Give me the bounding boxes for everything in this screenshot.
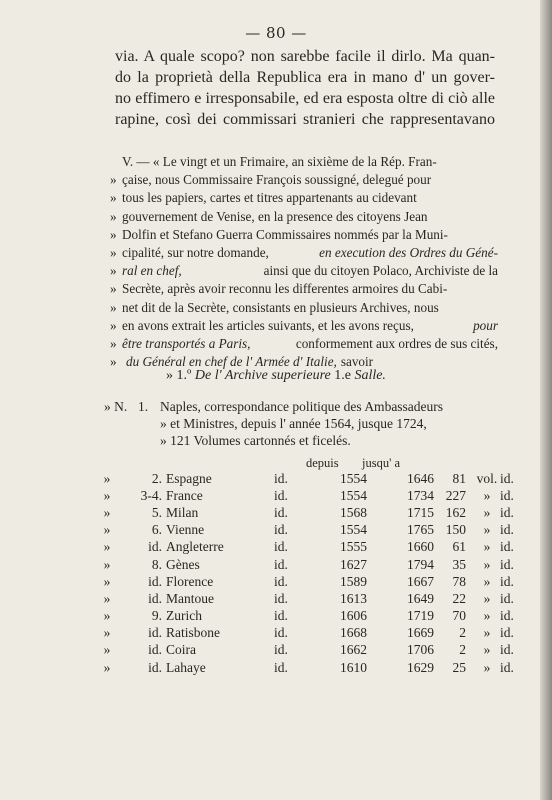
cell-from: 1568 xyxy=(340,504,367,520)
document-text: Dolfin et Stefano Guerra Commissaires nommés par la Muni- xyxy=(122,226,448,242)
cell-vl: » xyxy=(483,556,491,572)
document-line xyxy=(110,299,498,317)
cell-vl: » xyxy=(483,539,491,555)
cell-num: 9. xyxy=(151,608,162,624)
quote-mark: » xyxy=(110,208,117,224)
document-text: Secrète, après avoir reconnu les differentes armoires du Cabi- xyxy=(122,281,448,297)
cell-vols: 25 xyxy=(452,659,466,675)
document-line xyxy=(110,317,498,335)
paragraph-line: do la proprietà della Republica era in mano d' un gover- xyxy=(115,69,495,86)
cell-vols: 162 xyxy=(445,504,466,520)
cell-name: Zurich xyxy=(166,608,202,624)
table-row xyxy=(96,590,528,607)
cell-name: Lahaye xyxy=(166,659,206,675)
cell-id: id. xyxy=(274,539,288,555)
cell-vl: » xyxy=(483,608,491,624)
french-document-quote xyxy=(110,153,498,371)
archive-heading xyxy=(0,368,552,384)
cell-num: 8. xyxy=(151,556,162,572)
cell-vols: 61 xyxy=(452,539,466,555)
quote-mark: » xyxy=(110,190,117,206)
quote-mark: » xyxy=(110,172,117,188)
cell-id: id. xyxy=(274,556,288,572)
quote-mark: » xyxy=(110,317,117,333)
cell-q: » xyxy=(103,522,111,538)
document-line xyxy=(110,171,498,189)
table-row xyxy=(96,556,528,573)
table-row xyxy=(96,522,528,539)
cell-id2: id. xyxy=(500,504,514,520)
cell-from: 1554 xyxy=(340,470,367,486)
document-text: en avons extrait les articles suivants, et les avons reçus, xyxy=(122,317,414,333)
cell-num: id. xyxy=(148,573,162,589)
quote-mark: » xyxy=(110,245,117,261)
cell-num: id. xyxy=(148,590,162,606)
cell-to: 1794 xyxy=(407,556,434,572)
cell-q: » xyxy=(103,590,111,606)
cell-vl: » xyxy=(483,590,491,606)
paragraph-line: via. A quale scopo? non sarebbe facile il dirlo. Ma quan- xyxy=(115,48,495,65)
cell-vols: 227 xyxy=(445,487,466,503)
quote-mark: » xyxy=(110,336,117,352)
document-text: conformement aux ordres de sus cités, xyxy=(295,336,498,352)
archive-table xyxy=(96,470,528,676)
cell-vols: 2 xyxy=(459,642,466,658)
cell-id: id. xyxy=(274,573,288,589)
entry-quote: » N. xyxy=(104,399,128,414)
cell-id2: id. xyxy=(500,608,514,624)
cell-num: 2. xyxy=(151,470,162,486)
cell-from: 1668 xyxy=(340,625,367,641)
cell-vl: vol. xyxy=(476,470,498,486)
table-row xyxy=(96,470,528,487)
cell-num: 5. xyxy=(151,504,162,520)
document-text: savoir xyxy=(340,354,374,370)
document-line xyxy=(110,244,498,262)
cell-to: 1646 xyxy=(407,470,434,486)
cell-num: id. xyxy=(148,539,162,555)
cell-id2: id. xyxy=(500,522,514,538)
cell-name: Angleterre xyxy=(166,539,224,555)
document-line xyxy=(110,226,498,244)
table-row xyxy=(96,487,528,504)
cell-from: 1555 xyxy=(340,539,367,555)
cell-vl: » xyxy=(483,487,491,503)
cell-name: France xyxy=(166,487,203,503)
cell-vl: » xyxy=(483,659,491,675)
cell-from: 1554 xyxy=(340,522,367,538)
cell-name: Espagne xyxy=(166,470,212,486)
cell-name: Vienne xyxy=(166,522,205,538)
cell-q: » xyxy=(103,539,111,555)
cell-q: » xyxy=(103,659,111,675)
cell-id2: id. xyxy=(500,539,514,555)
cell-vols: 35 xyxy=(452,556,466,572)
cell-to: 1660 xyxy=(407,539,434,555)
cell-vols: 150 xyxy=(445,522,466,538)
cell-vols: 2 xyxy=(459,625,466,641)
cell-id2: id. xyxy=(500,573,514,589)
cell-to: 1719 xyxy=(407,608,434,624)
page-edge xyxy=(540,0,552,800)
cell-num: id. xyxy=(148,659,162,675)
quote-mark: » xyxy=(110,354,117,370)
cell-vl: » xyxy=(483,522,491,538)
cell-vl: » xyxy=(483,642,491,658)
cell-q: » xyxy=(103,556,111,572)
document-text: gouvernement de Venise, en la presence des citoyens Jean xyxy=(122,208,428,224)
cell-vl: » xyxy=(483,504,491,520)
cell-to: 1669 xyxy=(407,625,434,641)
quote-mark: » xyxy=(110,263,117,279)
cell-vols: 22 xyxy=(452,590,466,606)
cell-name: Coira xyxy=(166,642,196,658)
document-line xyxy=(110,208,498,226)
quote-mark: » xyxy=(110,281,117,297)
cell-id2: id. xyxy=(500,470,514,486)
document-line xyxy=(110,262,498,280)
italic-text: être transportés a Paris, xyxy=(122,336,251,352)
cell-q: » xyxy=(103,625,111,641)
paragraph-line: no effimero e irresponsabile, ed era esposta oltre di ciò alle xyxy=(115,90,495,107)
paragraph-line: rapine, così dei commissari stranieri che rappresentavano xyxy=(115,111,495,128)
cell-q: » xyxy=(103,573,111,589)
cell-to: 1667 xyxy=(407,573,434,589)
cell-vols: 81 xyxy=(452,470,466,486)
quote-mark: » xyxy=(110,299,117,315)
column-header-from: depuis xyxy=(306,456,339,470)
cell-to: 1715 xyxy=(407,504,434,520)
document-text: tous les papiers, cartes et titres appartenants au cidevant xyxy=(122,190,417,206)
cell-id2: id. xyxy=(500,625,514,641)
cell-vl: » xyxy=(483,573,491,589)
document-text: cipalité, sur notre domande, xyxy=(122,245,269,261)
cell-q: » xyxy=(103,470,111,486)
cell-from: 1627 xyxy=(340,556,367,572)
cell-id2: id. xyxy=(500,659,514,675)
cell-num: 6. xyxy=(151,522,162,538)
entry-line: » 121 Volumes cartonnés et ficelés. xyxy=(160,433,351,448)
first-entry xyxy=(104,398,500,449)
document-line xyxy=(110,189,498,207)
cell-vols: 70 xyxy=(452,608,466,624)
cell-num: id. xyxy=(148,642,162,658)
cell-vl: » xyxy=(483,625,491,641)
entry-line: » et Ministres, depuis l' année 1564, jusque 1724, xyxy=(160,416,427,431)
cell-id: id. xyxy=(274,625,288,641)
document-line xyxy=(110,153,498,171)
cell-name: Gènes xyxy=(166,556,200,572)
cell-vols: 78 xyxy=(452,573,466,589)
cell-to: 1706 xyxy=(407,642,434,658)
document-text: V. — « Le vingt et un Frimaire, an sixième de la Rép. Fran- xyxy=(122,154,437,169)
heading-prefix: » 1.º xyxy=(166,368,192,383)
cell-from: 1662 xyxy=(340,642,367,658)
cell-name: Ratisbone xyxy=(166,625,220,641)
table-row xyxy=(96,608,528,625)
cell-from: 1554 xyxy=(340,487,367,503)
cell-id: id. xyxy=(274,504,288,520)
table-row xyxy=(96,573,528,590)
cell-name: Milan xyxy=(166,504,199,520)
cell-q: » xyxy=(103,642,111,658)
table-row xyxy=(96,642,528,659)
cell-id2: id. xyxy=(500,590,514,606)
cell-id: id. xyxy=(274,470,288,486)
cell-id: id. xyxy=(274,522,288,538)
document-text: net dit de la Secrète, consistants en plusieurs Archives, nous xyxy=(122,299,439,315)
cell-from: 1613 xyxy=(340,590,367,606)
heading-suffix: 1.e xyxy=(334,368,351,383)
table-row xyxy=(96,659,528,676)
cell-q: » xyxy=(103,608,111,624)
entry-number: 1. xyxy=(138,399,149,414)
cell-num: id. xyxy=(148,625,162,641)
cell-name: Mantoue xyxy=(166,590,214,606)
cell-id: id. xyxy=(274,590,288,606)
italic-text: en execution des Ordres du Géné- xyxy=(319,245,498,261)
italic-text: du Général en chef de l' Armée d' Italie, xyxy=(126,354,337,370)
document-line xyxy=(110,280,498,298)
heading-room: Salle. xyxy=(354,368,386,383)
italic-text: ral en chef, xyxy=(122,263,182,279)
cell-from: 1610 xyxy=(340,659,367,675)
document-line xyxy=(110,335,498,353)
column-header-to: jusqu' a xyxy=(362,456,401,470)
quote-mark: » xyxy=(110,226,117,242)
cell-id2: id. xyxy=(500,487,514,503)
table-row xyxy=(96,504,528,521)
cell-id: id. xyxy=(274,659,288,675)
cell-q: » xyxy=(103,487,111,503)
document-text: ainsi que du citoyen Polaco, Archiviste de la xyxy=(263,263,498,279)
cell-to: 1629 xyxy=(407,659,434,675)
document-text: çaise, nous Commissaire François soussigné, delegué pour xyxy=(122,172,432,188)
page-number: — 80 — xyxy=(245,24,307,42)
cell-id2: id. xyxy=(500,642,514,658)
cell-id: id. xyxy=(274,487,288,503)
italian-paragraph xyxy=(115,46,495,130)
cell-id2: id. xyxy=(500,556,514,572)
cell-to: 1734 xyxy=(407,487,434,503)
cell-q: » xyxy=(103,504,111,520)
cell-from: 1606 xyxy=(340,608,367,624)
cell-num: 3-4. xyxy=(140,487,162,503)
cell-from: 1589 xyxy=(340,573,367,589)
cell-to: 1765 xyxy=(407,522,434,538)
heading-title: De l' Archive superieure xyxy=(194,368,331,383)
quote-mark xyxy=(110,153,122,171)
cell-to: 1649 xyxy=(407,590,434,606)
cell-id: id. xyxy=(274,608,288,624)
table-row xyxy=(96,539,528,556)
cell-name: Florence xyxy=(166,573,214,589)
table-row xyxy=(96,625,528,642)
cell-id: id. xyxy=(274,642,288,658)
entry-line: Naples, correspondance politique des Ambassadeurs xyxy=(160,399,444,414)
italic-text: pour xyxy=(473,317,498,333)
